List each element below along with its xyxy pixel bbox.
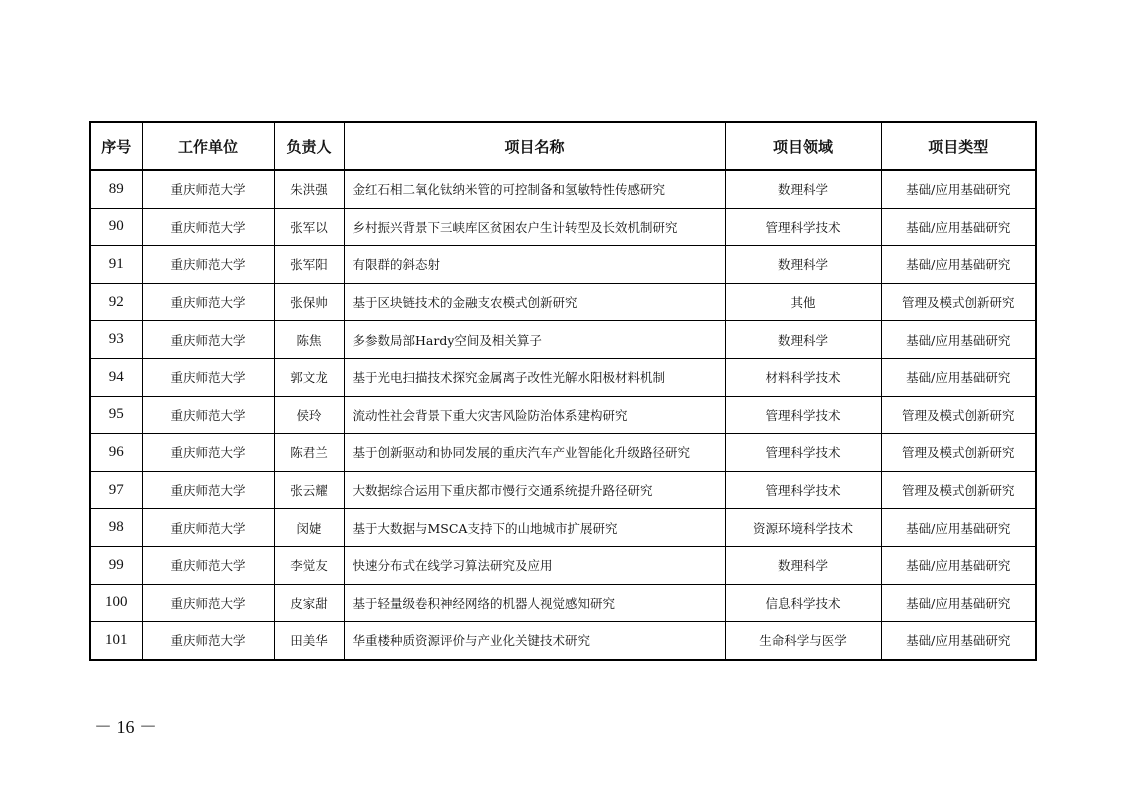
table-row <box>90 622 1036 660</box>
cell-serial: 92 <box>90 283 142 321</box>
cell-type: 基础/应用基础研究 <box>881 546 1036 584</box>
cell-leader: 张军阳 <box>274 246 344 284</box>
cell-leader: 田美华 <box>274 622 344 660</box>
cell-type: 基础/应用基础研究 <box>881 584 1036 622</box>
cell-field: 材料科学技术 <box>725 358 881 396</box>
cell-field: 信息科学技术 <box>725 584 881 622</box>
cell-leader: 张云耀 <box>274 471 344 509</box>
cell-unit: 重庆师范大学 <box>142 584 274 622</box>
cell-project-name: 大数据综合运用下重庆都市慢行交通系统提升路径研究 <box>344 471 725 509</box>
cell-serial: 91 <box>90 246 142 284</box>
cell-serial: 94 <box>90 358 142 396</box>
cell-field: 资源环境科学技术 <box>725 509 881 547</box>
cell-unit: 重庆师范大学 <box>142 358 274 396</box>
cell-project-name: 多参数局部Hardy空间及相关算子 <box>344 321 725 359</box>
cell-serial: 101 <box>90 622 142 660</box>
table-row <box>90 246 1036 284</box>
cell-serial: 100 <box>90 584 142 622</box>
cell-unit: 重庆师范大学 <box>142 546 274 584</box>
table-row <box>90 358 1036 396</box>
cell-unit: 重庆师范大学 <box>142 396 274 434</box>
cell-type: 基础/应用基础研究 <box>881 622 1036 660</box>
cell-unit: 重庆师范大学 <box>142 170 274 208</box>
cell-unit: 重庆师范大学 <box>142 434 274 472</box>
cell-unit: 重庆师范大学 <box>142 321 274 359</box>
cell-type: 基础/应用基础研究 <box>881 246 1036 284</box>
table-row <box>90 434 1036 472</box>
cell-project-name: 有限群的斜态射 <box>344 246 725 284</box>
cell-field: 管理科学技术 <box>725 396 881 434</box>
cell-project-name: 流动性社会背景下重大灾害风险防治体系建构研究 <box>344 396 725 434</box>
cell-field: 数理科学 <box>725 321 881 359</box>
cell-project-name: 快速分布式在线学习算法研究及应用 <box>344 546 725 584</box>
cell-leader: 李觉友 <box>274 546 344 584</box>
cell-leader: 皮家甜 <box>274 584 344 622</box>
header-type: 项目类型 <box>881 122 1036 170</box>
cell-serial: 89 <box>90 170 142 208</box>
cell-project-name: 基于创新驱动和协同发展的重庆汽车产业智能化升级路径研究 <box>344 434 725 472</box>
cell-serial: 99 <box>90 546 142 584</box>
cell-type: 基础/应用基础研究 <box>881 358 1036 396</box>
table-row <box>90 283 1036 321</box>
cell-type: 基础/应用基础研究 <box>881 208 1036 246</box>
cell-field: 数理科学 <box>725 170 881 208</box>
cell-field: 数理科学 <box>725 546 881 584</box>
cell-type: 管理及模式创新研究 <box>881 471 1036 509</box>
cell-field: 管理科学技术 <box>725 471 881 509</box>
cell-leader: 侯玲 <box>274 396 344 434</box>
cell-serial: 90 <box>90 208 142 246</box>
cell-leader: 陈焦 <box>274 321 344 359</box>
table-body <box>90 170 1036 660</box>
cell-type: 管理及模式创新研究 <box>881 434 1036 472</box>
cell-unit: 重庆师范大学 <box>142 622 274 660</box>
cell-field: 管理科学技术 <box>725 208 881 246</box>
cell-type: 基础/应用基础研究 <box>881 509 1036 547</box>
cell-type: 管理及模式创新研究 <box>881 396 1036 434</box>
cell-project-name: 基于大数据与MSCA支持下的山地城市扩展研究 <box>344 509 725 547</box>
cell-unit: 重庆师范大学 <box>142 208 274 246</box>
cell-serial: 95 <box>90 396 142 434</box>
cell-leader: 张保帅 <box>274 283 344 321</box>
table-row <box>90 396 1036 434</box>
cell-leader: 张军以 <box>274 208 344 246</box>
header-project-name: 项目名称 <box>344 122 725 170</box>
cell-leader: 郭文龙 <box>274 358 344 396</box>
cell-project-name: 基于区块链技术的金融支农模式创新研究 <box>344 283 725 321</box>
cell-type: 管理及模式创新研究 <box>881 283 1036 321</box>
cell-unit: 重庆师范大学 <box>142 246 274 284</box>
cell-serial: 97 <box>90 471 142 509</box>
cell-field: 生命科学与医学 <box>725 622 881 660</box>
cell-leader: 闵婕 <box>274 509 344 547</box>
cell-field: 其他 <box>725 283 881 321</box>
cell-project-name: 基于轻量级卷积神经网络的机器人视觉感知研究 <box>344 584 725 622</box>
cell-unit: 重庆师范大学 <box>142 283 274 321</box>
cell-unit: 重庆师范大学 <box>142 509 274 547</box>
cell-field: 管理科学技术 <box>725 434 881 472</box>
cell-leader: 朱洪强 <box>274 170 344 208</box>
table-row <box>90 546 1036 584</box>
header-field: 项目领域 <box>725 122 881 170</box>
table-row <box>90 208 1036 246</box>
project-table <box>89 121 1037 661</box>
cell-field: 数理科学 <box>725 246 881 284</box>
cell-project-name: 华重楼种质资源评价与产业化关键技术研究 <box>344 622 725 660</box>
cell-project-name: 金红石相二氧化钛纳米管的可控制备和氢敏特性传感研究 <box>344 170 725 208</box>
header-serial: 序号 <box>90 122 142 170</box>
cell-unit: 重庆师范大学 <box>142 471 274 509</box>
table-row <box>90 509 1036 547</box>
table-header-row <box>90 122 1036 170</box>
table-row <box>90 321 1036 359</box>
header-unit: 工作单位 <box>142 122 274 170</box>
cell-type: 基础/应用基础研究 <box>881 170 1036 208</box>
cell-project-name: 基于光电扫描技术探究金属离子改性光解水阳极材料机制 <box>344 358 725 396</box>
cell-leader: 陈君兰 <box>274 434 344 472</box>
table-row <box>90 471 1036 509</box>
page-number: － 16 － <box>94 717 157 737</box>
table-row <box>90 170 1036 208</box>
header-leader: 负责人 <box>274 122 344 170</box>
table-row <box>90 584 1036 622</box>
cell-serial: 98 <box>90 509 142 547</box>
cell-type: 基础/应用基础研究 <box>881 321 1036 359</box>
cell-project-name: 乡村振兴背景下三峡库区贫困农户生计转型及长效机制研究 <box>344 208 725 246</box>
cell-serial: 96 <box>90 434 142 472</box>
cell-serial: 93 <box>90 321 142 359</box>
